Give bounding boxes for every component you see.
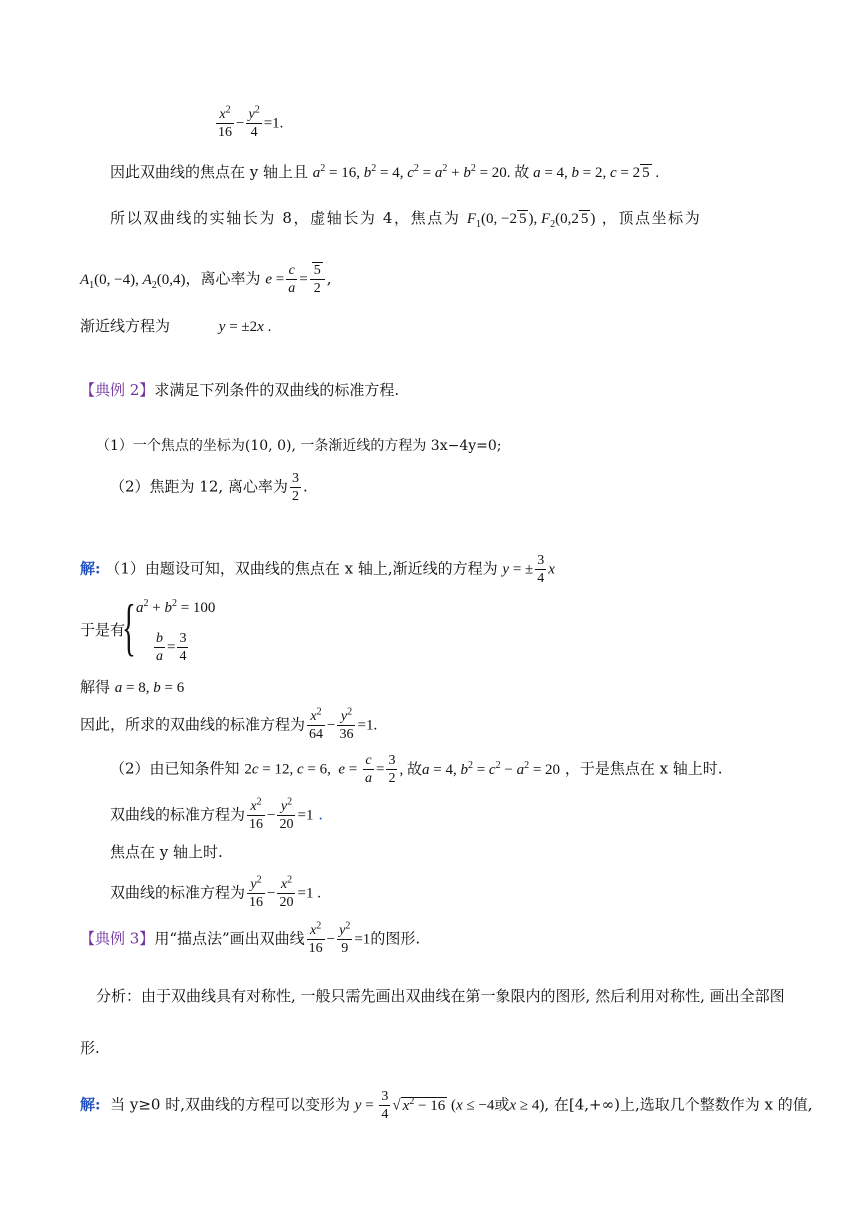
- paragraph-axis-lengths: 所以双曲线的实轴长为 8，虚轴长为 4，焦点为 $F_1(0$, −2 5 ), $F_2(0,2$ 5 ) ，顶点坐标为: [110, 209, 702, 230]
- example2-condition-2: （2）焦距为 12, 离心率为 $\frac{3}{2}$ .: [110, 471, 308, 504]
- equation-top: $\frac{x^2}{16}$ − $\frac{y^2}{4}$ =1.: [218, 104, 284, 140]
- system-eq-1: $a^2 + b^2 = 100$: [136, 598, 216, 616]
- paragraph-vertices: $A_1(0$, −4), $A_2(0,4)$，离心率为 e = $\frac{c}{a}$ = $\frac{5}{2}$ ,: [80, 263, 332, 296]
- solution-part-2: （2）由已知条件知 2c = 12, c = 6, e = $\frac{c}{a}$ = $\frac{3}{2}$ , 故a = 4, $b^2 = c^2 - a^2 = 20$ ，于是焦点在 x 轴上时.: [110, 753, 723, 786]
- solution-part-1: 解: （1）由题设可知，双曲线的焦点在 x 轴上,渐近线的方程为 y = ± $\frac{3}{4}$ x: [80, 553, 555, 586]
- system-eq-2: $\frac{b}{a}$ = $\frac{3}{4}$: [156, 631, 187, 664]
- system-brace: {: [122, 591, 136, 662]
- analysis-paragraph: 分析：由于双曲线具有对称性, 一般只需先画出双曲线在第一象限内的图形, 然后利用对称性, 画出全部图: [96, 987, 785, 1005]
- solution-tag-3: 解:: [80, 1095, 101, 1114]
- system-label: 于是有: [80, 621, 126, 639]
- solution-tag: 解:: [80, 559, 101, 578]
- example3-solution: 解: 当 y≥0 时,双曲线的方程可以变形为 y = $\frac{3}{4}$ √ $x^2 - 16$ (x ≤ −4或x ≥ 4), 在[4,+∞)上,选取几个整数作为 x 的值,: [80, 1089, 813, 1122]
- y-axis-case: 焦点在 y 轴上时.: [110, 843, 223, 861]
- example2-tag: 【典例 2】: [80, 381, 155, 399]
- std-equation-2: 双曲线的标准方程为 $\frac{y^2}{16}$ − $\frac{x^2}{20}$ =1 .: [110, 874, 321, 910]
- std-equation-1: 双曲线的标准方程为 $\frac{x^2}{16}$ − $\frac{y^2}{20}$ =1 .: [110, 796, 324, 832]
- example2-heading: 【典例 2】求满足下列条件的双曲线的标准方程.: [80, 381, 400, 399]
- paragraph-foci-y: 因此双曲线的焦点在 y 轴上且 $a^2 = 16$, $b^2 = 4$, $c^2 = a^2 + b^2 = 20$. 故 a = 4, b = 2, c = 2 5 .: [110, 163, 660, 181]
- analysis-paragraph-end: 形.: [80, 1039, 100, 1057]
- example2-condition-1: （1）一个焦点的坐标为(10, 0), 一条渐近线的方程为 3x−4y=0;: [96, 438, 502, 454]
- example3-tag: 【典例 3】: [80, 929, 155, 948]
- solved-values: 解得 a = 8, b = 6: [80, 678, 185, 696]
- therefore-line: 因此，所求的双曲线的标准方程为 $\frac{x^2}{64}$ − $\frac{y^2}{36}$ =1.: [80, 706, 378, 742]
- example3-heading: 【典例 3】用“描点法”画出双曲线 $\frac{x^2}{16}$ − $\frac{y^2}{9}$ =1的图形.: [80, 920, 421, 956]
- paragraph-asymptote: 渐近线方程为 y = ±2x .: [80, 317, 272, 335]
